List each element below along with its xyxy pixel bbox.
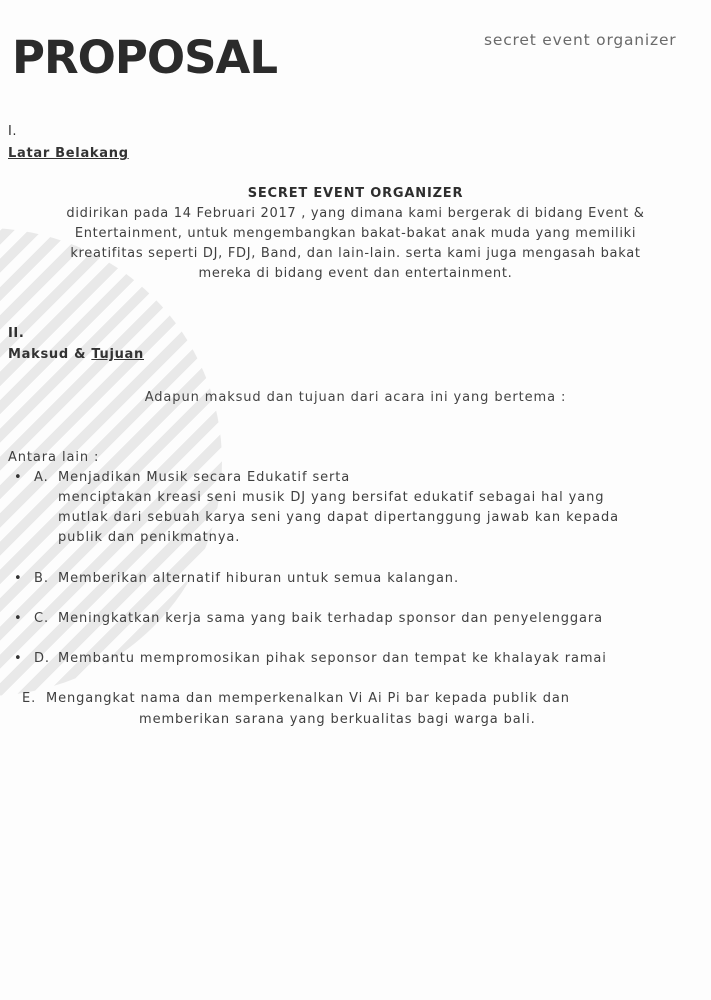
bullet-icon: •: [14, 651, 23, 666]
item-line: Menjadikan Musik secara Edukatif serta: [58, 470, 351, 485]
list-item-d: [14, 649, 607, 669]
paragraph-line: Entertainment, untuk mengembangkan bakat-bakat anak muda yang memiliki: [74, 226, 637, 241]
list-item-e: [22, 689, 570, 709]
item-letter: D.: [34, 651, 50, 666]
item-letter: B.: [34, 571, 49, 586]
list-item-a: [14, 468, 619, 548]
item-line: Membantu mempromosikan pihak seponsor dan tempat ke khalayak ramai: [58, 651, 607, 666]
item-letter: A.: [34, 470, 49, 485]
list-item-b: [14, 569, 459, 589]
organization-tagline: secret event organizer: [484, 31, 677, 49]
list-item-c: [14, 609, 603, 629]
item-letter: C.: [34, 611, 50, 626]
paragraph-line: didirikan pada 14 Februari 2017 , yang dimana kami bergerak di bidang Event &: [66, 206, 645, 221]
background-paragraph: [0, 184, 711, 284]
section-1-title: [8, 146, 129, 161]
bullet-icon: •: [14, 470, 23, 485]
bullet-icon: •: [14, 611, 23, 626]
page-title: PROPOSAL: [12, 31, 278, 84]
item-letter: E.: [22, 691, 37, 706]
bullet-icon: •: [14, 571, 23, 586]
org-name-heading: SECRET EVENT ORGANIZER: [247, 186, 464, 201]
section-2-number: II.: [8, 326, 25, 341]
list-item-e-continuation: memberikan sarana yang berkualitas bagi warga bali.: [139, 712, 536, 727]
section-1-title-text: Latar Belakang: [8, 146, 129, 161]
item-line: publik dan penikmatnya.: [58, 530, 241, 545]
item-line: Memberikan alternatif hiburan untuk semua kalangan.: [58, 571, 459, 586]
paragraph-line: kreatifitas seperti DJ, FDJ, Band, dan lain-lain. serta kami juga mengasah bakat: [70, 246, 641, 261]
section-2-title: [8, 347, 144, 362]
section-1-number: I.: [8, 124, 18, 139]
list-label: Antara lain :: [8, 450, 100, 465]
item-line: menciptakan kreasi seni musik DJ yang bersifat edukatif sebagai hal yang: [58, 490, 605, 505]
item-line: Mengangkat nama dan memperkenalkan Vi Ai Pi bar kepada publik dan: [46, 691, 570, 706]
item-line: mutlak dari sebuah karya seni yang dapat dipertanggung jawab kan kepada: [58, 510, 619, 525]
section-2-title-part1: Maksud &: [8, 347, 92, 362]
section-2-title-part2: Tujuan: [91, 347, 144, 362]
purpose-intro: Adapun maksud dan tujuan dari acara ini yang bertema :: [144, 390, 567, 405]
item-line: Meningkatkan kerja sama yang baik terhadap sponsor dan penyelenggara: [58, 611, 603, 626]
paragraph-line: mereka di bidang event dan entertainment.: [198, 266, 513, 281]
